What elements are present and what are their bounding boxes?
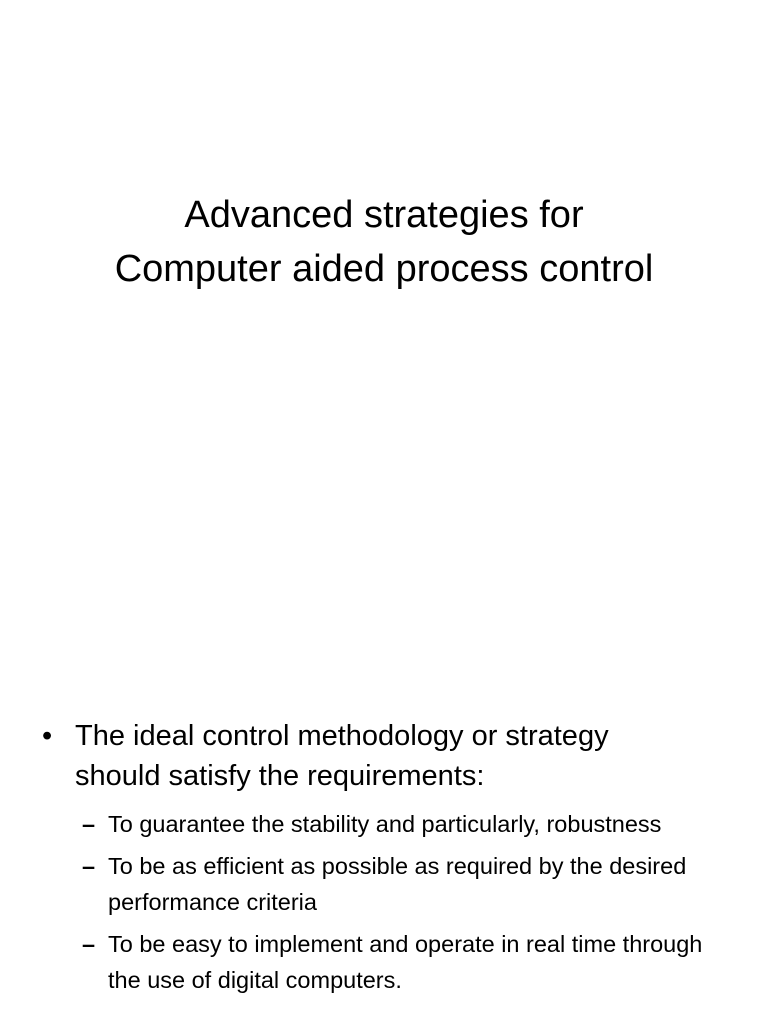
sub-bullet-text: To guarantee the stability and particularly, robustness — [108, 811, 662, 837]
sub-bullet-item — [0, 926, 708, 998]
dash-marker: – — [82, 931, 96, 957]
dash-marker: – — [82, 853, 96, 879]
slide-title-line-1: Advanced strategies for — [184, 194, 584, 236]
sub-bullet-text: To be easy to implement and operate in real time through the use of digital computers. — [108, 931, 703, 993]
main-bullet — [0, 716, 695, 796]
bullet-marker: • — [42, 720, 53, 752]
slide-content — [0, 716, 768, 1004]
sub-bullet-text: To be as efficient as possible as required by the desired performance criteria — [108, 853, 687, 915]
dash-marker: – — [82, 811, 96, 837]
sub-bullet-item — [0, 848, 708, 920]
slide-title — [0, 188, 768, 296]
sub-bullet-item — [0, 806, 708, 842]
sub-bullet-list — [0, 806, 768, 998]
main-bullet-text: The ideal control methodology or strategy should satisfy the requirements: — [75, 720, 609, 792]
slide-title-line-2: Computer aided process control — [114, 248, 654, 290]
